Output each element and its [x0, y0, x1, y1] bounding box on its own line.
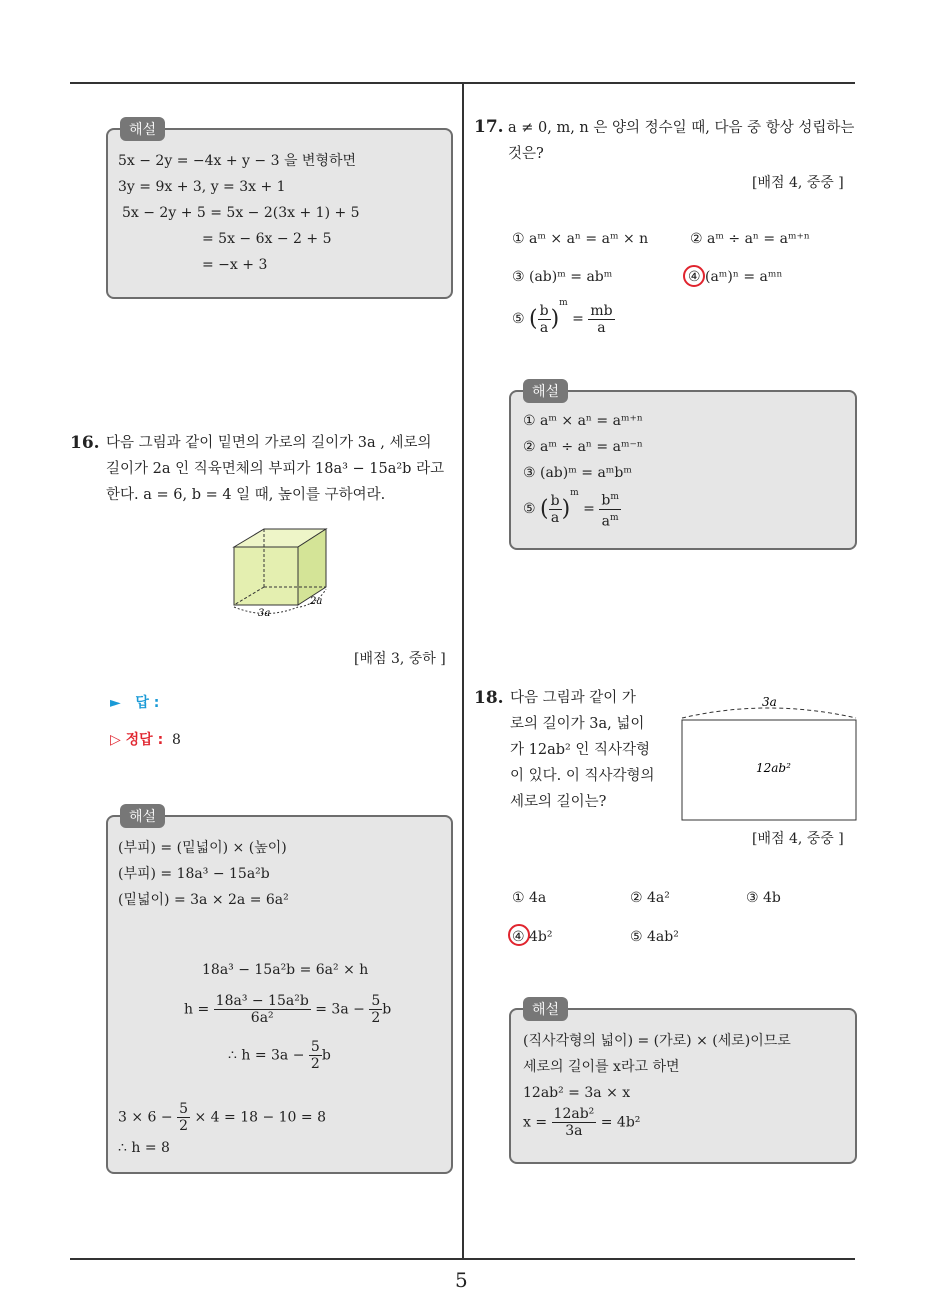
sol16-therefore-h: ∴ h = 3a − $\frac{5}{2}$ b	[228, 1039, 331, 1072]
bottom-rule	[70, 1258, 855, 1260]
answer-marker: ► 답 :	[110, 695, 160, 711]
sol16-frac-h: $\frac{\text{18a³ − 15a²b}}{\text{6a²}}$	[215, 993, 309, 1026]
q17-line-1: a ≠ 0, m, n 은 양의 정수일 때, 다음 중 항상 성립하는	[508, 120, 855, 136]
sol16-frac-5-2: $\frac{5}{2}$	[371, 993, 381, 1026]
sol15-line-5: = −x + 3	[202, 257, 268, 273]
solution-tag: 해설	[120, 804, 165, 828]
sol17-line-1: ① aᵐ × aⁿ = aᵐ⁺ⁿ	[523, 413, 643, 429]
correct-answer: ▷ 정답 : 8	[110, 732, 181, 748]
q18-choice-2[interactable]: ② 4a²	[630, 890, 670, 906]
q18-choice-4[interactable]: ④ 4b²	[512, 929, 553, 945]
q16-line-2: 길이가 2a 인 직육면체의 부피가 18a³ − 15a²b 라고	[106, 461, 445, 477]
sol16-frac-5-2c: $\frac{5}{2}$	[179, 1101, 189, 1134]
sol16-frac-5-2b: $\frac{5}{2}$	[310, 1039, 320, 1072]
sol16-line-2: (부피) = 18a³ − 15a²b	[118, 866, 270, 882]
q18-choice-3[interactable]: ③ 4b	[746, 890, 781, 906]
sol18-frac: $\frac{\text{12ab²}}{3a}$	[553, 1106, 595, 1139]
q18-number: 18.	[474, 688, 504, 708]
page-number: 5	[455, 1268, 468, 1292]
q16-line-3: 한다. a = 6, b = 4 일 때, 높이를 구하여라.	[106, 487, 386, 503]
q17-choice-5[interactable]: ⑤ ( $\frac{b}{a}$ )$^m$ = $\frac{mb}{a}$	[512, 298, 613, 336]
q18-line-5: 세로의 길이는?	[510, 794, 607, 810]
correct-label: 정답 :	[125, 732, 164, 748]
q18-choice-1[interactable]: ① 4a	[512, 890, 547, 906]
solution-tag: 해설	[523, 379, 568, 403]
cuboid-figure	[228, 525, 338, 620]
q18-choice-5[interactable]: ⑤ 4ab²	[630, 929, 679, 945]
q16-number: 16.	[70, 433, 100, 453]
solution-box-18	[509, 1002, 857, 1164]
q17-choice-1[interactable]: ① aᵐ × aⁿ = aᵐ × n	[512, 231, 649, 247]
sol15-line-4: = 5x − 6x − 2 + 5	[202, 231, 332, 247]
sol17-line-4: ⑤ ( $\frac{b}{a}$ )$^m$ = $\frac{b^m}{a^m}$	[523, 488, 619, 530]
sol17-line-2: ② aᵐ ÷ aⁿ = aᵐ⁻ⁿ	[523, 439, 643, 455]
sol16-line-3: (밑넓이) = 3a × 2a = 6a²	[118, 892, 289, 908]
q18-line-3: 가 12ab² 인 직사각형	[510, 742, 651, 758]
q16-line-1: 다음 그림과 같이 밑면의 가로의 길이가 3a , 세로의	[106, 435, 432, 451]
sol16-final: ∴ h = 8	[118, 1140, 170, 1156]
sol18-line-3: 12ab² = 3a × x	[523, 1085, 631, 1101]
fig-label-3a: 3a	[258, 608, 271, 619]
rect-label-width: 3a	[762, 695, 777, 709]
sol16-calc: 3 × 6 − $\frac{5}{2}$ × 4 = 18 − 10 = 8	[118, 1101, 326, 1134]
sol18-line-1: (직사각형의 넓이) = (가로) × (세로)이므로	[523, 1033, 791, 1049]
solution-box-15	[106, 122, 453, 299]
sol16-h-eq: h = $\frac{\text{18a³ − 15a²b}}{\text{6a²}}$ = 3a − $\frac{5}{2}$ b	[184, 993, 392, 1026]
correct-value: 8	[172, 732, 181, 748]
sol17-line-3: ③ (ab)ᵐ = aᵐbᵐ	[523, 465, 632, 481]
sol16-line-4: 18a³ − 15a²b = 6a² × h	[202, 962, 369, 978]
sol18-line-4: x = $\frac{\text{12ab²}}{3a}$ = 4b²	[523, 1106, 641, 1139]
solution-box-16	[106, 809, 453, 1174]
q17-text	[508, 115, 854, 167]
column-divider	[462, 84, 464, 1259]
q17-line-2: 것은?	[508, 146, 544, 162]
q18-text	[510, 685, 655, 815]
q17-choice-3[interactable]: ③ (ab)ᵐ = abᵐ	[512, 269, 613, 285]
q16-text	[106, 430, 444, 508]
fig-label-2a: 2a	[310, 596, 323, 607]
q17-number: 17.	[474, 117, 504, 137]
q16-score: [배점 3, 중하 ]	[354, 651, 446, 667]
answer-label: 답 :	[135, 695, 160, 711]
rectangle-figure	[676, 690, 862, 824]
q18-line-2: 로의 길이가 3a, 넓이	[510, 716, 645, 732]
q18-line-1: 다음 그림과 같이 가	[510, 690, 636, 706]
q17-score: [배점 4, 중중 ]	[752, 175, 844, 191]
solution-tag: 해설	[120, 117, 165, 141]
q17-choice-4[interactable]: ④ (aᵐ)ⁿ = aᵐⁿ	[688, 269, 783, 285]
sol15-line-3: 5x − 2y + 5 = 5x − 2(3x + 1) + 5	[122, 205, 360, 221]
sol15-line-2: 3y = 9x + 3, y = 3x + 1	[118, 179, 286, 195]
sol15-line-1: 5x − 2y = −4x + y − 3 을 변형하면	[118, 153, 357, 169]
solution-tag: 해설	[523, 997, 568, 1021]
sol16-line-1: (부피) = (밑넓이) × (높이)	[118, 840, 287, 856]
q18-score: [배점 4, 중중 ]	[752, 831, 844, 847]
rect-label-area: 12ab²	[756, 761, 791, 775]
q18-line-4: 이 있다. 이 직사각형의	[510, 768, 655, 784]
sol18-line-2: 세로의 길이를 x라고 하면	[523, 1059, 680, 1075]
solution-box-17	[509, 384, 857, 550]
q17-choice-2[interactable]: ② aᵐ ÷ aⁿ = aᵐ⁺ⁿ	[690, 231, 810, 247]
